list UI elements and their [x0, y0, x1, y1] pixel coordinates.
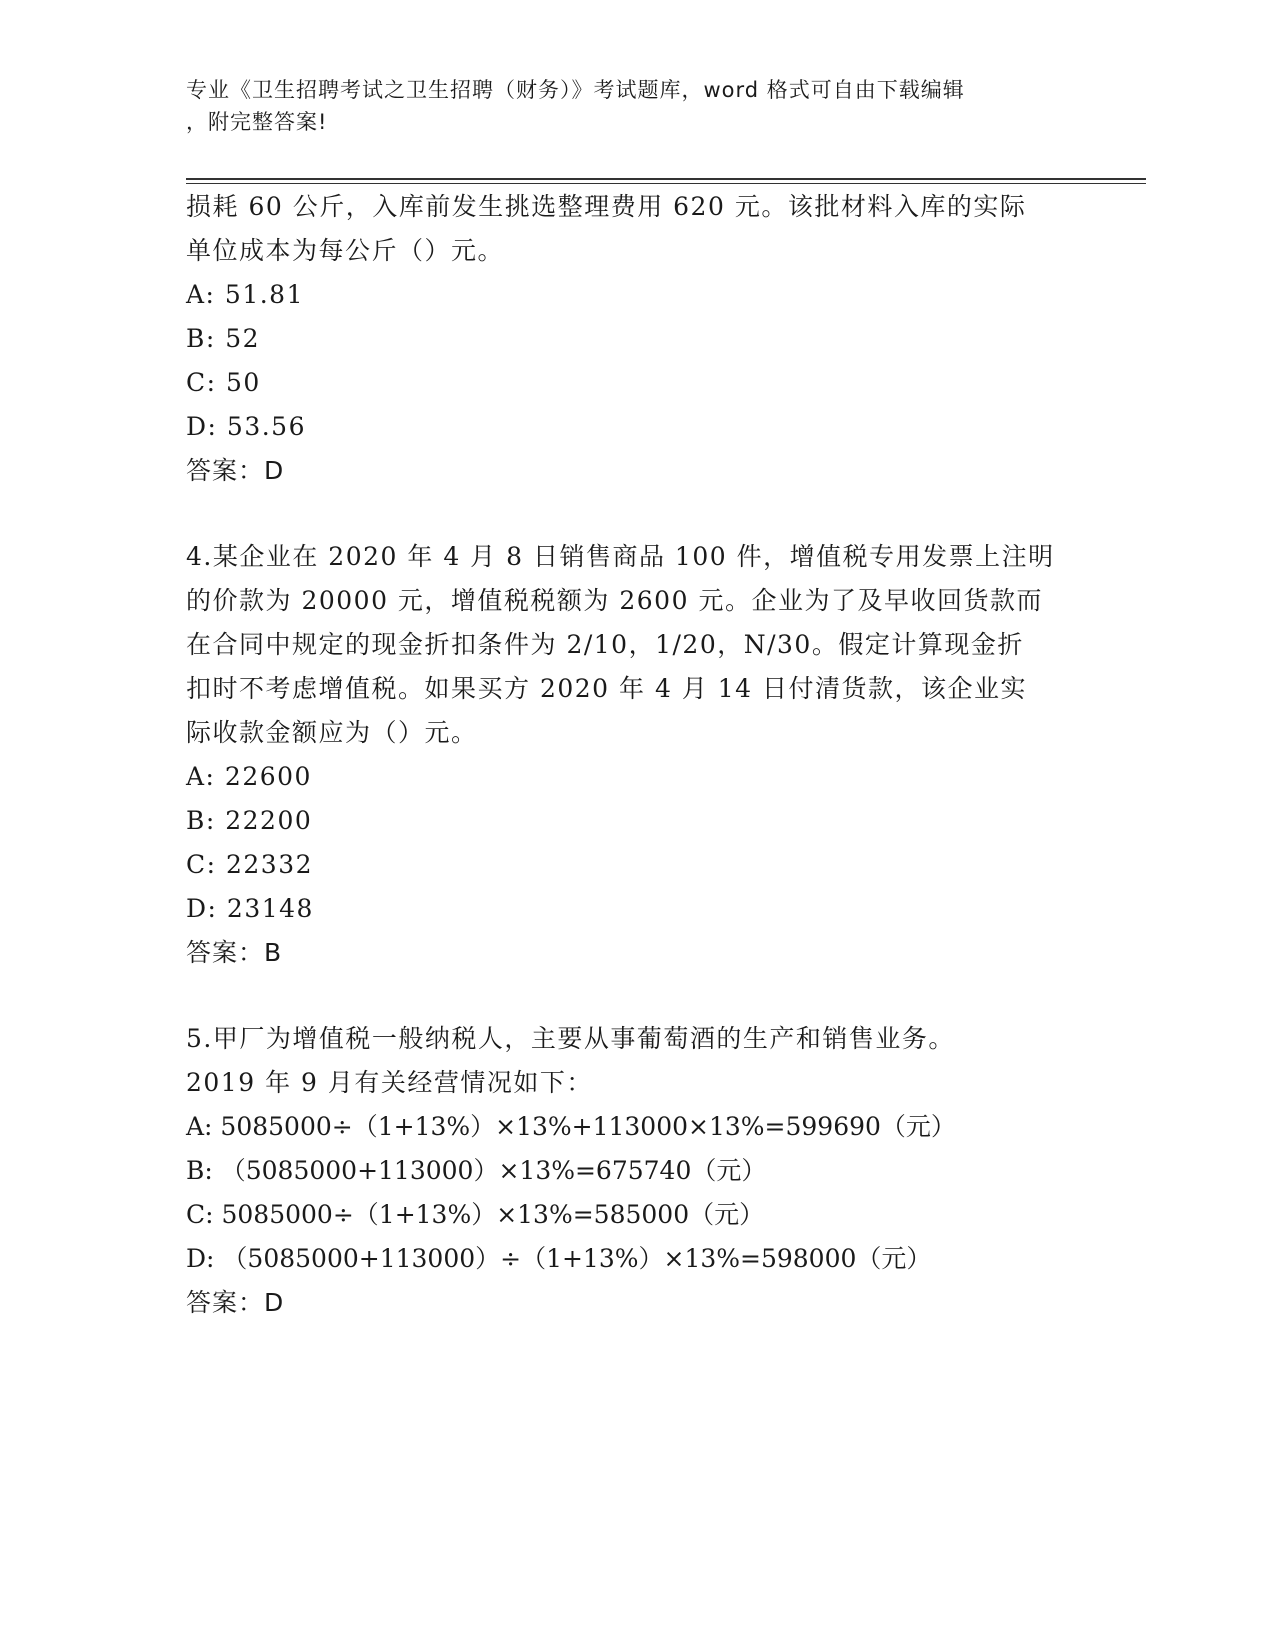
header-divider-thin [186, 183, 1146, 184]
question-text-line: 2019 年 9 月有关经营情况如下： [186, 1068, 593, 1097]
question-text-line: 的价款为 20000 元，增值税税额为 2600 元。企业为了及早收回货款而 [186, 586, 1043, 615]
option-c: C: 22332 [186, 850, 314, 879]
option-d: D: 23148 [186, 894, 314, 923]
option-b: B: 22200 [186, 806, 313, 835]
option-a: A: 5085000÷（1+13%）×13%+113000×13%=599690（元） [186, 1112, 956, 1141]
question-text-line: 4.某企业在 2020 年 4 月 8 日销售商品 100 件，增值税专用发票上注明 [186, 542, 1055, 571]
option-a: A: 51.81 [186, 280, 304, 309]
header-divider-thick [186, 178, 1146, 180]
option-a: A: 22600 [186, 762, 312, 791]
option-c: C: 50 [186, 368, 261, 397]
question-text-line: 际收款金额应为（）元。 [186, 718, 478, 747]
option-b: B: 52 [186, 324, 261, 353]
answer-label: 答案：D [186, 1288, 285, 1317]
question-text-line: 损耗 60 公斤，入库前发生挑选整理费用 620 元。该批材料入库的实际 [186, 192, 1027, 221]
question-text-line: 在合同中规定的现金折扣条件为 2/10，1/20，N/30。假定计算现金折 [186, 630, 1024, 659]
option-d: D: （5085000+113000）÷（1+13%）×13%=598000（元） [186, 1244, 932, 1273]
answer-label: 答案：B [186, 938, 283, 967]
option-c: C: 5085000÷（1+13%）×13%=585000（元） [186, 1200, 765, 1229]
option-b: B: （5085000+113000）×13%=675740（元） [186, 1156, 767, 1185]
document-header [186, 74, 1066, 138]
option-d: D: 53.56 [186, 412, 306, 441]
answer-label: 答案：D [186, 456, 285, 485]
header-line-2: ，附完整答案! [186, 110, 328, 134]
question-text-line: 5.甲厂为增值税一般纳税人，主要从事葡萄酒的生产和销售业务。 [186, 1024, 955, 1053]
question-text-line: 单位成本为每公斤（）元。 [186, 236, 505, 265]
question-text-line: 扣时不考虑增值税。如果买方 2020 年 4 月 14 日付清货款，该企业实 [186, 674, 1028, 703]
header-line-1: 专业《卫生招聘考试之卫生招聘（财务）》考试题库，word 格式可自由下载编辑 [186, 78, 965, 102]
